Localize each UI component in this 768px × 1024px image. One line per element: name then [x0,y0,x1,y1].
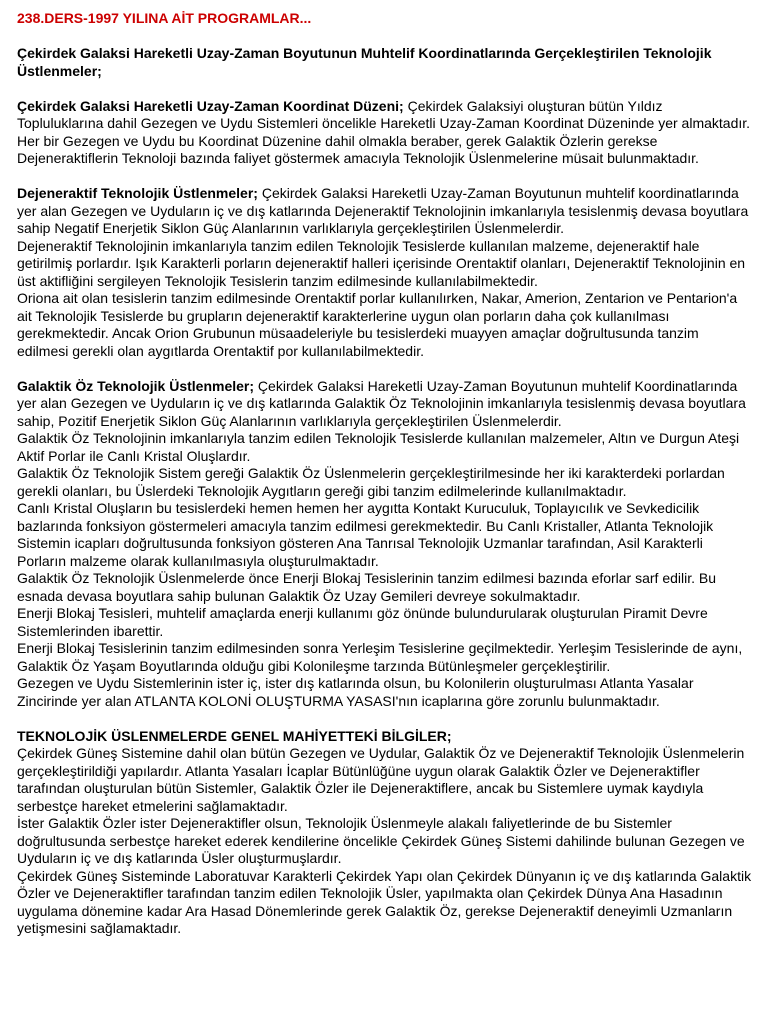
body-text: Galaktik Öz Teknolojik Sistem gereği Galaktik Öz Üslenmelerin gerçekleştirilmesinde her iki karakterdeki porlardan gerekli olanları, bu Üslerdeki Teknolojik Aygıtların gereği gibi tanzim edilmelerinde kullanılmaktadır. [17,465,725,499]
body-text: Dejeneraktif Teknolojinin imkanlarıyla tanzim edilen Teknolojik Tesislerde kullanılan malzeme, dejeneraktif hale getirilmiş porlardır. Işık Karakterli porların dejeneraktif halleri içerisinde Orentaktif olanları, Dejeneraktif Teknolojinin en üst aktifliğini sergileyen Teknolojik Tesislerin tanzim edilmesinde kullanılabilmektedir. [17,237,746,289]
paragraph [17,500,752,570]
paragraph [17,745,752,815]
body-text: Galaktik Öz Teknolojik Üslenmelerde önce Enerji Blokaj Tesislerinin tanzim edilmesi bazında eforlar sarf edilir. Bu esnada devasa boyutlara sahip bulunan Galaktik Öz Uzay Gemileri devreye sokulmaktadır. [17,570,717,604]
bold-lead-text: Dejeneraktif Teknolojik Üstlenmeler; [17,185,258,201]
bold-lead-text: Çekirdek Galaksi Hareketli Uzay-Zaman Koordinat Düzeni; [17,97,404,114]
body-text: Gezegen ve Uydu Sistemlerinin ister iç, ister dış katlarında olsun, bu Kolonilerin oluşturulması Atlanta Yasalar Zincirinde yer alan ATLANTA KOLONİ OLUŞTURMA YASASI'nın icaplarına göre zorunlu bulunmaktadır. [17,675,694,709]
bold-lead-text: TEKNOLOJİK ÜSLENMELERDE GENEL MAHİYETTEKİ BİLGİLER; [17,727,452,744]
paragraph [17,378,752,431]
page-title: 238.DERS-1997 YILINA AİT PROGRAMLAR... [17,10,312,26]
section-heading [17,728,752,746]
body-text: Çekirdek Güneş Sisteminde Laboratuvar Karakterli Çekirdek Yapı olan Çekirdek Dünyanın iç ve dış katlarında Galaktik Özler ve Dejeneraktifler tarafından tanzim edilen Teknolojik Üsler, yapılmakta olan Çekirdek Dünya Ana Hasadının uygulama dönemine kadar Ara Hasad Dönemlerinde gerek Galaktik Öz, gerekse Dejeneraktif deneyimli Uzmanların yetişmesini sağlamaktadır. [17,867,752,936]
paragraph [17,430,752,465]
bold-lead-text: Galaktik Öz Teknolojik Üstlenmeler; [17,377,255,394]
body-text: Enerji Blokaj Tesisleri, muhtelif amaçlarda enerji kullanımı göz önünde bulundurularak oluşturulan Piramit Devre Sistemlerinden ibarettir. [17,605,708,639]
paragraph [17,868,752,938]
document-body [17,45,752,938]
body-text: Canlı Kristal Oluşların bu tesislerdeki hemen hemen her aygıtta Kontakt Kuruculuk, Toplayıcılık ve Sevkedicilik bazlarında fonksiyon göstermeleri amacıyla tanzim edilmesi gerekmektedir. Bu Canlı Kristaller, Atlanta Teknolojik Sistemin icapları doğrultusunda fonksiyon gösteren Ana Tanrısal Teknolojik Uzmanlar tarafından, Asil Karakterli Porların malzeme olarak kullanılmasıyla oluşturulmaktadır. [17,500,714,569]
paragraph [17,98,752,168]
body-text: Çekirdek Galaksi Hareketli Uzay-Zaman Boyutunun muhtelif koordinatlarında yer alan Gezegen ve Uyduların iç ve dış katlarında Dejeneraktif Teknolojinin imkanlarıyla tesislenmiş devasa boyutlara sahip Negatif Enerjetik Siklon Güç Alanlarının varlıklarıyla gerçekleştirilen Üslenmelerdir. [17,185,749,236]
body-text: Oriona ait olan tesislerin tanzim edilmesinde Orentaktif porlar kullanılırken, Nakar, Amerion, Zentarion ve Pentarion'a ait Teknolojik Tesislerde bu grupların dejeneraktif karakterlerine uygun olan porların daha çok kullanılması gerekmektedir. Ancak Orion Grubunun müsaadeleriyle bu tesislerdeki muayyen amaçlar doğrultusunda tanzim edilmesi gerekli olan aygıtlarda Orentaktif por kullanılabilmektedir. [17,290,738,359]
body-text: Çekirdek Güneş Sistemine dahil olan bütün Gezegen ve Uydular, Galaktik Öz ve Dejeneraktif Teknolojik Üslenmelerin gerçekleştirildiği yapılardır. Atlanta Yasaları İcaplar Bütünlüğüne uygun olarak Galaktik Özler ve Dejeneraktifler tarafından oluşturulan bütün Sistemler, Galaktik Özler ile Dejeneraktiflere, ancak bu Sistemlere uymak kaydıyla serbestçe hareket etmelerini sağlamaktadır. [17,745,745,814]
section-heading [17,45,752,80]
paragraph [17,185,752,238]
body-text: Enerji Blokaj Tesislerinin tanzim edilmesinden sonra Yerleşim Tesislerine geçilmektedir. Yerleşim Tesislerinde de aynı, Galaktik Öz Yaşam Boyutlarında olduğu gibi Kolonileşme tarzında Bütünleşmeler gerçekleştirilir. [17,640,743,674]
body-text: Galaktik Öz Teknolojinin imkanlarıyla tanzim edilen Teknolojik Tesislerde kullanılan malzemeler, Altın ve Durgun Ateşi Aktif Porlar ile Canlı Kristal Oluşlardır. [17,430,740,464]
paragraph [17,290,752,360]
paragraph [17,815,752,868]
bold-lead-text: Çekirdek Galaksi Hareketli Uzay-Zaman Boyutunun Muhtelif Koordinatlarında Gerçekleştirilen Teknolojik Üstlenmeler; [17,45,712,79]
paragraph [17,605,752,640]
paragraph [17,640,752,675]
body-text: Çekirdek Galaksi Hareketli Uzay-Zaman Boyutunun muhtelif Koordinatlarında yer alan Gezegen ve Uyduların iç ve dış katlarında Galaktik Öz Teknolojinin imkanlarıyla tesislenmiş devasa boyutlara sahip, Pozitif Enerjetik Siklon Güç Alanlarının varlıklarıyla gerçekleştirilen Üslenmelerdir. [17,377,746,429]
body-text: İster Galaktik Özler ister Dejeneraktifler olsun, Teknolojik Üslenmeyle alakalı faliyetlerinde de bu Sistemler doğrultusunda serbestçe hareket ederek kendilerine öncelikle Çekirdek Güneş Sistemi dahilinde bulunan Gezegen ve Uyduların iç ve dış katlarında Üsler oluşturmuşlardır. [17,815,745,866]
body-text: Çekirdek Galaksiyi oluşturan bütün Yıldız Topluluklarına dahil Gezegen ve Uydu Sistemleri öncelikle Hareketli Uzay-Zaman Koordinat Düzeninde yer almaktadır. Her bir Gezegen ve Uydu bu Koordinat Düzenine dahil olmakla beraber, gerek Galaktik Özlerin gerekse Dejeneraktiflerin Teknoloji bazında faliyet göstermek amacıyla Teknolojik Üslenmelerine müsait bulunmaktadır. [17,97,751,166]
paragraph [17,238,752,291]
paragraph [17,465,752,500]
paragraph [17,570,752,605]
paragraph [17,675,752,710]
